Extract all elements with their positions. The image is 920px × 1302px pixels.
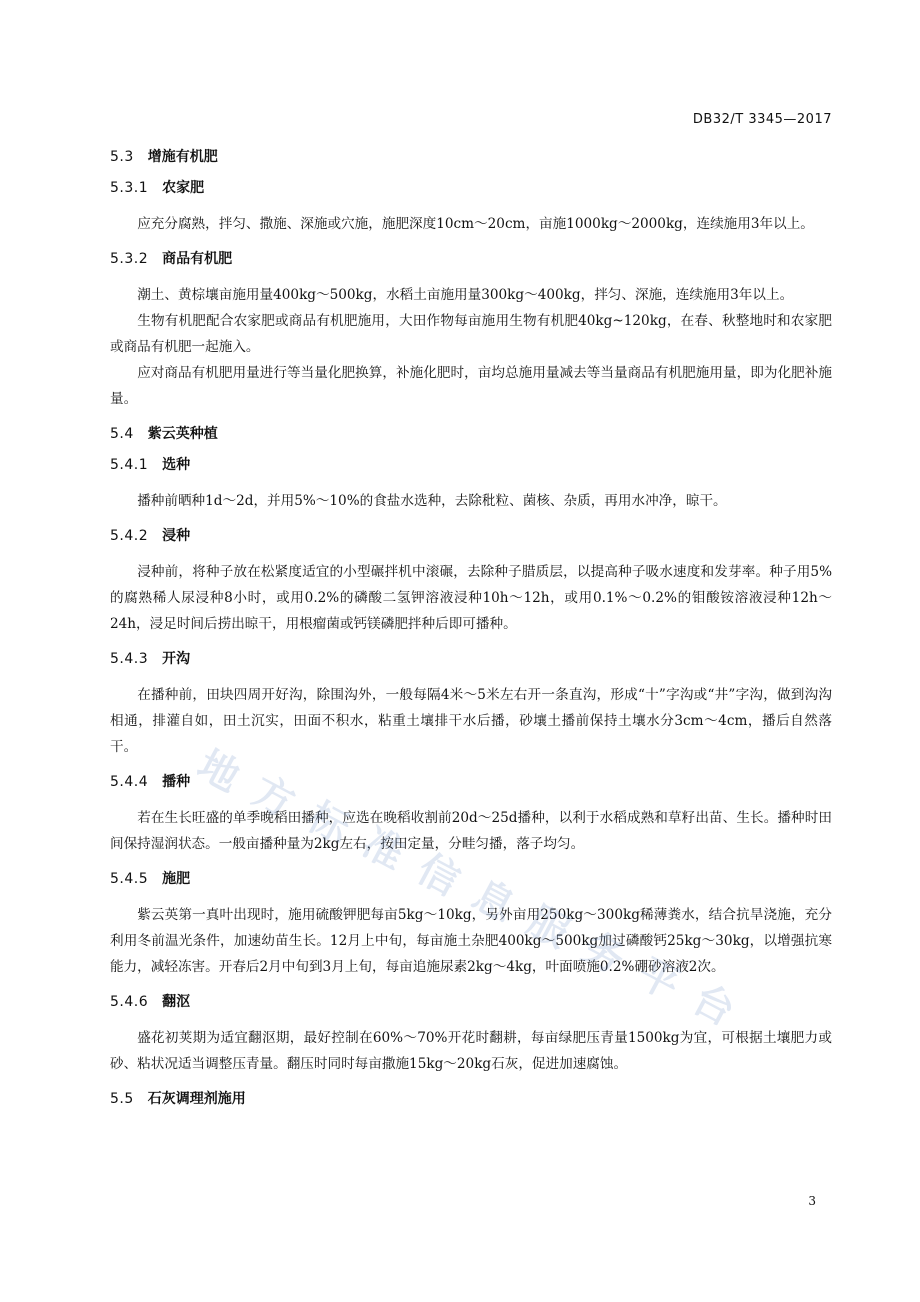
section-title: 开沟 xyxy=(162,651,191,667)
section-number: 5.4 xyxy=(110,426,134,442)
section-number: 5.3.1 xyxy=(110,180,149,196)
section-number: 5.4.2 xyxy=(110,528,149,544)
paragraph: 播种前晒种1d～2d，并用5%～10%的食盐水选种，去除秕粒、菌核、杂质，再用水冲净，晾干。 xyxy=(137,493,727,509)
section-heading xyxy=(110,773,832,791)
section-title: 紫云英种植 xyxy=(147,426,218,442)
paragraph: 在播种前，田块四周开好沟，除围沟外，一般每隔4米～5米左右开一条直沟，形成“十”字沟或“井”字沟，做到沟沟相通，排灌自如，田土沉实，田面不积水，粘重土壤排干水后播，砂壤土播前保持土壤水分3cm～4cm，播后自然落干。 xyxy=(110,687,832,755)
section-heading xyxy=(110,870,832,888)
section-heading xyxy=(110,425,832,443)
section-title: 选种 xyxy=(162,457,191,473)
section-number: 5.4.1 xyxy=(110,457,149,473)
section-title: 翻沤 xyxy=(162,994,191,1010)
section-title: 播种 xyxy=(162,774,191,790)
section-title: 浸种 xyxy=(162,528,191,544)
section-number: 5.4.5 xyxy=(110,871,149,887)
section-number: 5.4.3 xyxy=(110,651,149,667)
section-heading xyxy=(110,650,832,668)
section-heading xyxy=(110,993,832,1011)
paragraph: 生物有机肥配合农家肥或商品有机肥施用，大田作物每亩施用生物有机肥40kg~120kg，在春、秋整地时和农家肥或商品有机肥一起施入。 xyxy=(110,313,832,355)
watermark-char: 台 xyxy=(684,975,742,1036)
section-number: 5.3.2 xyxy=(110,251,149,267)
document-code: DB32/T 3345—2017 xyxy=(692,112,832,127)
section-number: 5.3 xyxy=(110,149,134,165)
section-title: 商品有机肥 xyxy=(162,251,233,267)
document-body xyxy=(110,148,832,1108)
watermark-char: 息 xyxy=(464,871,522,932)
section-number: 5.5 xyxy=(110,1091,134,1107)
watermark-char: 信 xyxy=(409,845,467,906)
section-title: 石灰调理剂施用 xyxy=(147,1091,246,1107)
paragraph: 潮土、黄棕壤亩施用量400kg～500kg，水稻土亩施用量300kg～400kg，拌匀、深施，连续施用3年以上。 xyxy=(137,287,794,303)
section-title: 增施有机肥 xyxy=(147,149,218,165)
section-heading xyxy=(110,1090,832,1108)
section-heading xyxy=(110,456,832,474)
paragraph: 若在生长旺盛的单季晚稻田播种，应选在晚稻收割前20d～25d播种，以利于水稻成熟和草籽出苗、生长。播种时田间保持湿润状态。一般亩播种量为2kg左右，按田定量，分畦匀播，落子均匀。 xyxy=(110,810,832,852)
watermark-char: 方 xyxy=(244,767,302,828)
paragraph: 盛花初荚期为适宜翻沤期，最好控制在60%～70%开花时翻耕，每亩绿肥压青量1500kg为宜，可根据土壤肥力或砂、粘状况适当调整压青量。翻压时同时每亩撒施15kg～20kg石灰，促进加速腐蚀。 xyxy=(110,1030,832,1072)
section-title: 施肥 xyxy=(162,871,191,887)
paragraph: 应对商品有机肥用量进行等当量化肥换算，补施化肥时，亩均总施用量减去等当量商品有机肥施用量，即为化肥补施量。 xyxy=(110,365,832,407)
watermark-char: 标 xyxy=(299,793,357,854)
watermark-char: 平 xyxy=(629,949,687,1010)
paragraph: 紫云英第一真叶出现时，施用硫酸钾肥每亩5kg～10kg，另外亩用250kg～300kg稀薄粪水，结合抗旱浇施，充分利用冬前温光条件，加速幼苗生长。12月上中旬，每亩施土杂肥400kg～500kg加过磷酸钙25kg～30kg，以增强抗寒能力，减轻冻害。开春后2月中旬到3月上旬，每亩追施尿素2kg～4kg，叶面喷施0.2%硼砂溶液2次。 xyxy=(110,907,832,975)
section-number: 5.4.6 xyxy=(110,994,149,1010)
paragraph: 应充分腐熟，拌匀、撒施、深施或穴施，施肥深度10cm～20cm，亩施1000kg～2000kg，连续施用3年以上。 xyxy=(137,216,814,232)
watermark-char: 准 xyxy=(354,819,412,880)
section-heading xyxy=(110,527,832,545)
section-number: 5.4.4 xyxy=(110,774,149,790)
watermark-char: 务 xyxy=(574,923,632,984)
watermark-char: 地 xyxy=(189,741,247,802)
section-heading xyxy=(110,179,832,197)
paragraph: 浸种前，将种子放在松紧度适宜的小型碾拌机中滚碾，去除种子腊质层，以提高种子吸水速度和发芽率。种子用5%的腐熟稀人尿浸种8小时，或用0.2%的磷酸二氢钾溶液浸种10h～12h，或用0.1%～0.2%的钼酸铵溶液浸种12h～24h，浸足时间后捞出晾干，用根瘤菌或钙镁磷肥拌种后即可播种。 xyxy=(110,564,832,632)
section-heading xyxy=(110,250,832,268)
page-number: 3 xyxy=(808,1194,816,1208)
section-title: 农家肥 xyxy=(162,180,205,196)
watermark-char: 服 xyxy=(519,897,577,958)
section-heading xyxy=(110,148,832,166)
